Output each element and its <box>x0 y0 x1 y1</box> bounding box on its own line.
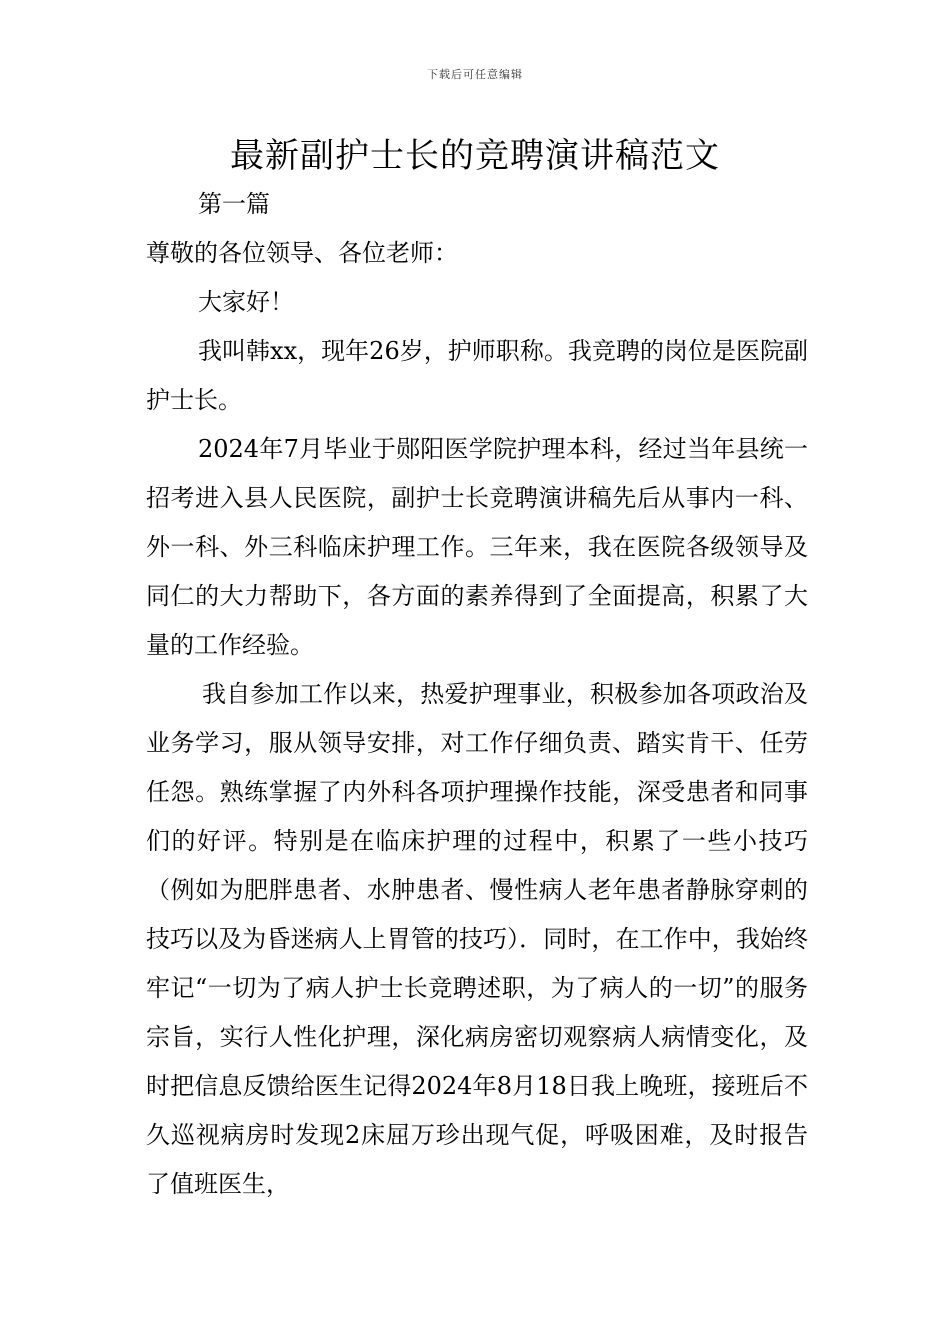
paragraph-education: 2024年7月毕业于郧阳医学院护理本科，经过当年县统一招考进入县人民医院，副护士长竞聘演讲稿先后从事内一科、外一科、外三科临床护理工作。三年来，我在医院各级领导及同仁的大力帮助下，各方面的素养得到了全面提高，积累了大量的工作经验。 <box>146 435 808 659</box>
section-label: 第一篇 <box>198 190 270 218</box>
paragraph-work-experience: 我自参加工作以来，热爱护理事业，积极参加各项政治及业务学习，服从领导安排，对工作仔细负责、踏实肯干、任劳任怨。熟练掌握了内外科各项护理操作技能，深受患者和同事们的好评。特别是在临床护理的过程中，积累了一些小技巧（例如为肥胖患者、水肿患者、慢性病人老年患者静脉穿刺的技巧以及为昏迷病人上胃管的技巧）．同时，在工作中，我始终牢记“一切为了病人护士长竞聘述职，为了病人的一切”的服务宗旨，实行人性化护理，深化病房密切观察病人病情变化，及时把信息反馈给医生记得2024年8月18日我上晚班，接班后不久巡视病房时发现2床屈万珍出现气促，呼吸困难，及时报告了值班医生， <box>146 680 808 1198</box>
document-title: 最新副护士长的竞聘演讲稿范文 <box>230 136 720 176</box>
paragraph-introduction: 我叫韩xx，现年26岁，护师职称。我竞聘的岗位是医院副护士长。 <box>146 337 808 414</box>
paragraph-greeting: 大家好！ <box>198 288 294 316</box>
document-body <box>146 180 808 1209</box>
salutation: 尊敬的各位领导、各位老师： <box>146 239 458 267</box>
header-note: 下载后可任意编辑 <box>427 68 523 81</box>
